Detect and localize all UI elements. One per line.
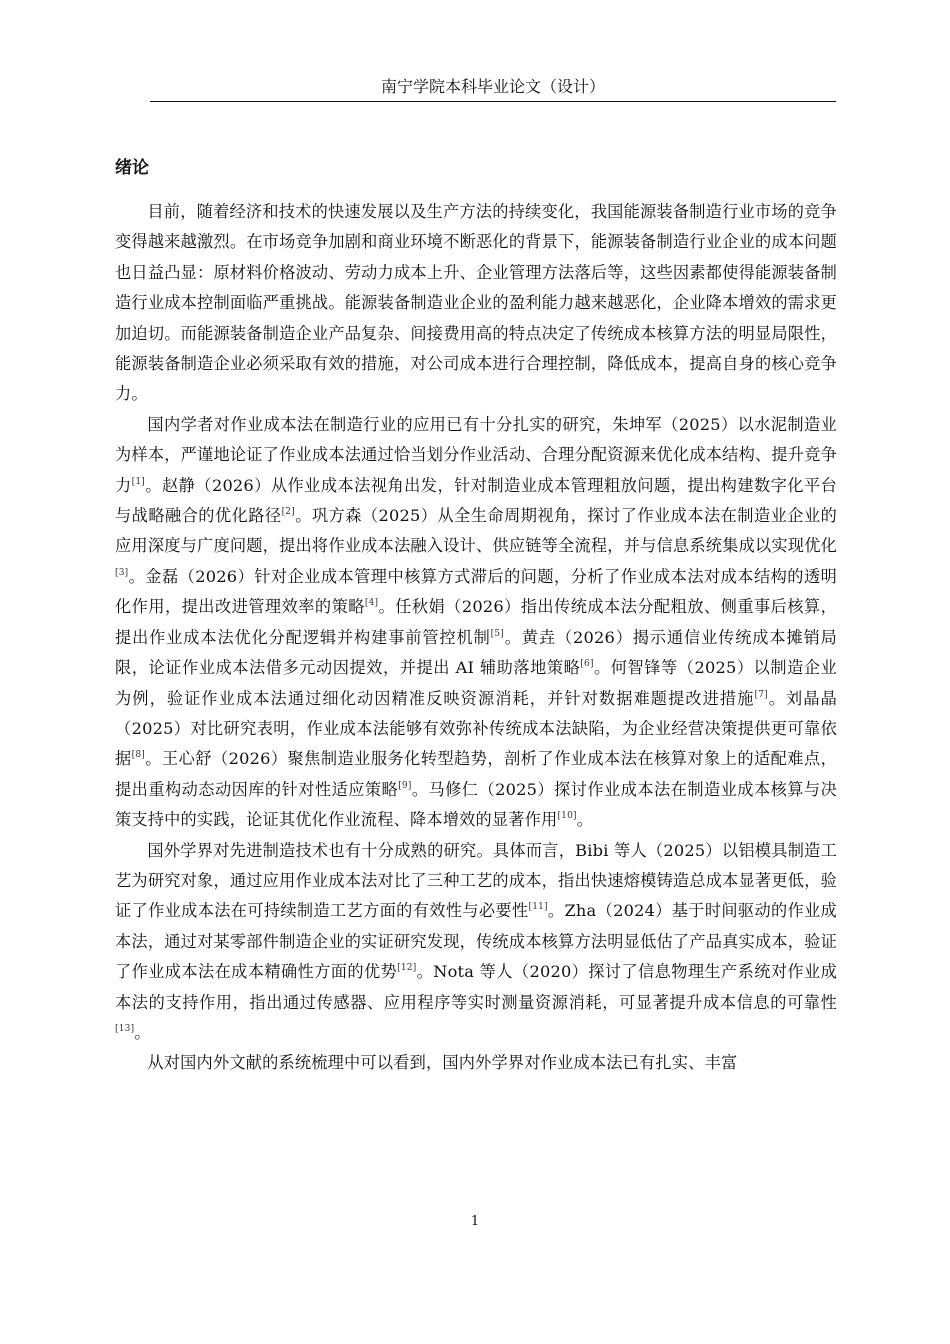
citation-ref: [13]: [115, 1023, 135, 1034]
citation-ref: [4]: [364, 598, 379, 609]
paragraph-text: 。王心舒（2026）聚焦制造业服务化转型趋势，剖析了作业成本法在核算对象上的适配难点，提出重构动态动因库的针对性适应策略: [115, 749, 838, 799]
paragraph-text: 。巩方森（2025）从全生命周期视角，探讨了作业成本法在制造业企业的应用深度与广度问题，提出将作业成本法融入设计、供应链等全流程，并与信息系统集成以实现优化: [115, 506, 837, 556]
paragraph-text: 。Nota 等人（2020）探讨了信息物理生产系统对作业成本法的支持作用，指出通过传感器、应用程序等实时测量资源消耗，可显著提升成本信息的可靠性: [115, 962, 837, 1012]
paragraph-text: 目前，随着经济和技术的快速发展以及生产方法的持续变化，我国能源装备制造行业市场的竞争变得越来越激烈。在市场竞争加剧和商业环境不断恶化的背景下，能源装备制造行业企业的成本问题也日益凸显：原材料价格波动、劳动力成本上升、企业管理方法落后等，这些因素都使得能源装备制造行业成本控制面临严重挑战。能源装备制造业企业的盈利能力越来越恶化，企业降本增效的需求更加迫切。而能源装备制造企业产品复杂、间接费用高的特点决定了传统成本核算方法的明显局限性，能源装备制造企业必须采取有效的措施，对公司成本进行合理控制，降低成本，提高自身的核心竞争力。: [115, 202, 837, 404]
citation-ref: [1]: [131, 476, 146, 487]
paragraph-text: 。赵静（2026）从作业成本法视角出发，针对制造业成本管理粗放问题，提出构建数字化平台与战略融合的优化路径: [115, 475, 838, 526]
body-text: [115, 197, 837, 1079]
citation-ref: [7]: [754, 689, 768, 700]
paragraph-text: 。: [576, 810, 594, 830]
paragraph-text: 。黄垚（2026）揭示通信业传统成本摊销局限，论证作业成本法借多元动因提效，并提出 AI 辅助落地策略: [115, 627, 837, 678]
paragraph-text: 。: [134, 1022, 151, 1042]
header-rule: [150, 101, 836, 102]
citation-ref: [6]: [580, 659, 594, 670]
citation-ref: [3]: [115, 567, 129, 578]
citation-ref: [2]: [281, 507, 295, 518]
citation-ref: [5]: [490, 628, 505, 639]
paragraph: [115, 1048, 837, 1078]
citation-ref: [12]: [397, 963, 417, 974]
running-header: 南宁学院本科毕业论文（设计）: [380, 77, 605, 96]
paragraph-text: 。Zha（2024）基于时间驱动的作业成本法，通过对某零部件制造企业的实证研究发现，传统成本核算方法明显低估了产品真实成本，验证了作业成本法在成本精确性方面的优势: [115, 901, 837, 982]
paragraph: [115, 410, 837, 836]
citation-ref: [8]: [131, 750, 146, 761]
paragraph-text: 。金磊（2026）针对企业成本管理中核算方式滞后的问题，分析了作业成本法对成本结构的透明化作用，提出改进管理效率的策略: [115, 566, 837, 617]
paragraph: [115, 197, 837, 410]
paragraph-text: 。马修仁（2025）探讨作业成本法在制造业成本核算与决策支持中的实践，论证其优化作业流程、降本增效的显著作用: [115, 779, 837, 830]
citation-ref: [9]: [398, 780, 412, 791]
section-title: 绪论: [115, 158, 149, 178]
citation-ref: [11]: [528, 902, 548, 913]
paragraph-text: 。任秋娟（2026）指出传统成本法分配粗放、侧重事后核算，提出作业成本法优化分配逻辑并构建事前管控机制: [115, 597, 837, 647]
paragraph-text: 。何智锋等（2025）以制造企业为例，验证作业成本法通过细化动因精准反映资源消耗，并针对数据难题提改进措施: [115, 658, 837, 708]
paragraph: [115, 836, 837, 1049]
paragraph-text: 。刘晶晶（2025）对比研究表明，作业成本法能够有效弥补传统成本法缺陷，为企业经营决策提供更可靠依据: [115, 688, 837, 769]
paragraph-text: 国外学界对先进制造技术也有十分成熟的研究。具体而言，Bibi 等人（2025）以铝模具制造工艺为研究对象，通过应用作业成本法对比了三种工艺的成本，指出快速熔模铸造总成本显著更低，验证了作业成本法在可持续制造工艺方面的有效性与必要性: [115, 840, 837, 921]
page-number: 1: [470, 1214, 480, 1229]
paragraph-text: 从对国内外文献的系统梳理中可以看到，国内外学界对作业成本法已有扎实、丰富: [147, 1053, 738, 1073]
paragraph-text: 国内学者对作业成本法在制造行业的应用已有十分扎实的研究，朱坤军（2025）以水泥制造业为样本，严谨地论证了作业成本法通过恰当划分作业活动、合理分配资源来优化成本结构、提升竞争力: [115, 414, 837, 495]
citation-ref: [10]: [557, 811, 577, 822]
